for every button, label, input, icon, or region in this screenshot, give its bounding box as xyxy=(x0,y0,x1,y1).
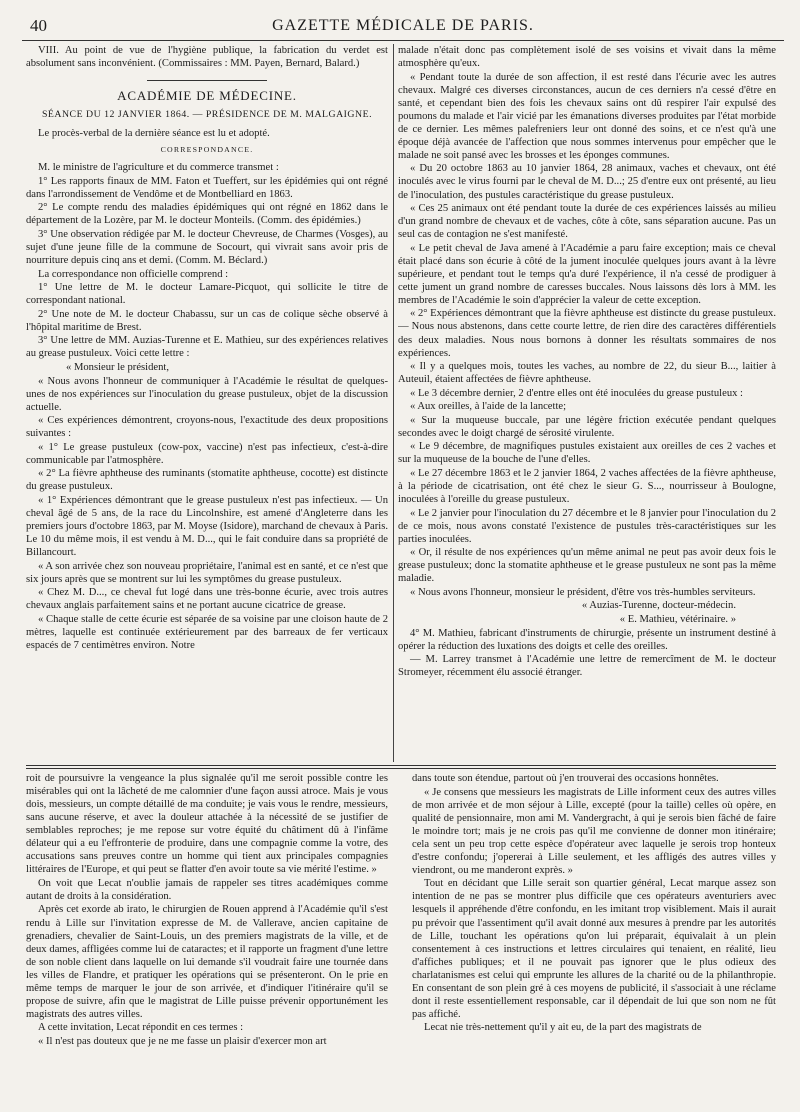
paragraph: « Ces expériences démontrent, croyons-nous, l'exactitude des deux propositions suivantes : xyxy=(26,415,388,440)
paragraph: « Le petit cheval de Java amené à l'Académie a paru faire exception; mais ce cheval était placé dans son écurie à côté de la jument inoculée quelques jours avant à la lèvre supérieure, et pendant tout le temps qu'a duré l'expérience, il n'a cessé de prodiguer à cette jument un grand nombre de caresses buccales. Nous laissons dès lors à MM. les membres de l'Académie le soin d'apprécier la valeur de cette exception. xyxy=(398,242,776,306)
paragraph: 3° Une observation rédigée par M. le docteur Chevreuse, de Charmes (Vosges), au sujet d'une jeune fille de la commune de Socourt, qui vivrait sans avoir pris de nourriture depuis cinq ans et demi. (Comm. M. Béclard.) xyxy=(26,229,388,267)
paragraph: « A son arrivée chez son nouveau propriétaire, l'animal est en santé, et ce n'est que six jours après que se montrent sur lui les symptômes du grease pustuleux. xyxy=(26,560,388,585)
paragraph: 1° Les rapports finaux de MM. Faton et Tueffert, sur les épidémies qui ont régné dans l'arrondissement de Vendôme et de Montbelliard en 1863. xyxy=(26,175,388,200)
paragraph: La correspondance non officielle comprend : xyxy=(38,268,229,280)
paragraph: « Je consens que messieurs les magistrats de Lille informent ceux des autres villes de mon arrivée et de mon séjour à Lille, excepté (pour la taille) celles où opère, en qualité de pensionnaire, mon ami M. Vandergracht, à qui je serois bien fâché de faire le moindre tort; mais je ne crois pas qu'il me convienne de donner mon itinéraire; cela sent un peu trop cette espèce d'opérateur avec laquelle je serois trop honteux d'estre confondu; j'opererai à Lille seulement, et les affligés des autres villes y viendront, ou me manderont exprès. » xyxy=(412,786,776,876)
paragraph: « Or, il résulte de nos expériences qu'un même animal ne peut pas avoir deux fois le grease pustuleux; donc la stomatite aphtheuse et le grease pustuleux ne sont pas la même maladie. xyxy=(398,547,776,585)
feuilleton-rule xyxy=(26,768,776,769)
paragraph: roit de poursuivre la vengeance la plus signalée qu'il me seroit possible contre les misérables qui ont la lâcheté de me calomnier d'une façon aussi atroce. Mais je vous dois, messieurs, un compte détaillé de ma conduite; je vais vous le rendre, messieurs, sans aucune réserve, et avec la douleur attachée à la nécessité de se justifier de semblables reproches; je me repose sur votre équité du châtiment dû à l'infâme délateur qui a eu l'effronterie de produire, dans une compagnie comme la votre, des accusations sans preuves contre un homme qui tient aux principales compagnies littéraires de l'Europe, et qui peut se flatter d'en avoir toute sa vie mérité l'estime. » xyxy=(26,773,388,876)
paragraph: On voit que Lecat n'oublie jamais de rappeler ses titres académiques comme autant de droits à la considération. xyxy=(26,877,388,902)
paragraph: « Pendant toute la durée de son affection, il est resté dans l'écurie avec les autres chevaux. Malgré ces diverses circonstances, aucun de ces derniers n'a cessé d'être en santé, et cependant bien des fois les chevaux sains ont dû respirer l'air expulsé des poumons du malade et l'air vicié par les émanations diverses produites par l'état morbide de ce dernier. Les mêmes palefreniers leur ont donné des soins, et ce n'est qu'à une époque déjà avancée de l'affection que nous sommes intervenus pour empêcher que le malade ne soit pansé avec les brosses et les éponges communes. xyxy=(398,71,776,161)
paragraph: M. le ministre de l'agriculture et du commerce transmet : xyxy=(38,162,279,174)
right-column xyxy=(398,44,776,762)
paragraph: 4° M. Mathieu, fabricant d'instruments de chirurgie, présente un instrument destiné à opérer la réduction des luxations des doigts et celle des oreilles. xyxy=(398,627,776,652)
paragraph: Après cet exorde ab irato, le chirurgien de Rouen apprend à l'Académie qu'il s'est rendu à Lille sur l'invitation expresse de M. de Vallerave, ancien capitaine de grenadiers, chevalier de Saint-Louis, un des premiers magistrats de la ville, et de deux dames, affligées comme lui de cataractes; et il rapporte un fragment d'une lettre de son noble client dans laquelle on lui demande s'il voudrait faire une tournée dans les villes de Flandre, et pratiquer les opérations qui se présenteront. On le prie en même temps de marquer le jour de son arrivée, et d'indiquer l'itinéraire qu'il se propose de suivre, afin que le magistrat de Lille puisse prévenir opportunément les magistrats des autres villes. xyxy=(26,904,388,1020)
paragraph: « 2° La fièvre aphtheuse des ruminants (stomatite aphtheuse, cocotte) est distincte du grease pustuleux. xyxy=(26,468,388,493)
paragraph: malade n'était donc pas complètement isolé de ses voisins et vivait dans la même atmosphère qu'eux. xyxy=(398,45,776,70)
paragraph: « Ces 25 animaux ont été pendant toute la durée de ces expériences laissés au milieu d'un grand nombre de chevaux et de vaches, côte à côte, sans séparation aucune. Pas un seul cas de contagion ne s'est manifesté. xyxy=(398,203,776,241)
paragraph: « Il y a quelques mois, toutes les vaches, au nombre de 22, du sieur B..., laitier à Auteuil, étaient affectées de fièvre aphtheuse. xyxy=(398,361,776,386)
paragraph: « Du 20 octobre 1863 au 10 janvier 1864, 28 animaux, vaches et chevaux, ont été inoculés avec le virus fourni par le cheval de M. D...; 25 d'entre eux ont présenté, au lieu de l'inoculation, des pustules caractéristique du grease pustuleux. xyxy=(398,163,776,201)
feuilleton-right-column xyxy=(412,772,776,1107)
feuilleton-rule xyxy=(26,765,776,766)
subsection-heading: CORRESPONDANCE. xyxy=(160,145,254,155)
paragraph: « Le 2 janvier pour l'inoculation du 27 décembre et le 8 janvier pour l'inoculation du 2 de ce mois, nous avons constaté l'existence de pustules très-caractéristiques sur les parties inoculées. xyxy=(398,507,776,545)
paragraph: « Sur la muqueuse buccale, par une légère friction exécutée pendant quelques secondes avec le doigt chargé de sérosité virulente. xyxy=(398,414,776,439)
section-divider xyxy=(147,80,267,81)
paragraph: A cette invitation, Lecat répondit en ces termes : xyxy=(38,1022,244,1034)
paragraph: « Le 27 décembre 1863 et le 2 janvier 1864, 2 vaches affectées de la fièvre aphtheuse, à la période de cicatrisation, ont été chez le sieur G. S..., nourrisseur à Boulogne, inoculées à l'oreille du grease pustuleux. xyxy=(398,468,776,506)
paragraph: « Le 9 décembre, de magnifiques pustules existaient aux oreilles de ces 2 vaches et sur la muqueuse de la bouche de l'une d'elles. xyxy=(398,441,776,466)
paragraph: « 2° Expériences démontrant que la fièvre aphtheuse est distincte du grease pustuleux. — Nous nous abstenons, dans cette courte lettre, de rien dire des caractères différentiels des deux maladies. Nous nous bornons à donner les résultats sommaires de nos expériences. xyxy=(398,308,776,359)
paragraph: 3° Une lettre de MM. Auzias-Turenne et E. Mathieu, sur des expériences relatives au grease pustuleux. Voici cette lettre : xyxy=(26,335,388,360)
section-title: ACADÉMIE DE MÉDECINE. xyxy=(117,88,297,104)
paragraph: « Le 3 décembre dernier, 2 d'entre elles ont été inoculées du grease pustuleux : xyxy=(410,387,743,399)
paragraph: — M. Larrey transmet à l'Académie une lettre de remercîment de M. le docteur Stromeyer, récemment élu associé étranger. xyxy=(398,654,776,679)
paragraph: « Aux oreilles, à l'aide de la lancette; xyxy=(410,401,567,413)
paragraph: « Nous avons l'honneur, monsieur le président, d'être vos très-humbles serviteurs. xyxy=(410,586,756,598)
journal-title: GAZETTE MÉDICALE DE PARIS. xyxy=(272,17,534,34)
paragraph: « Il n'est pas douteux que je ne me fasse un plaisir d'exercer mon art xyxy=(38,1035,327,1047)
paragraph: Tout en décidant que Lille serait son quartier général, Lecat marque assez son intention de ne pas se montrer plus difficile que ces opérateurs aventuriers avec lesquels il appréhende d'être confondu, en les imitant trop visiblement. Mais il aurait pu prévoir que l'assentiment qu'il avait donné aux mesures à prendre par les autorités de Lille, touchant les opérations qu'on lui préparait, équivalait à un plein consentement à ces instructions et lettres circulaires qui tenaient, en réalité, lieu d'affiches publiques; et il ne pouvait pas ignorer que le plus odieux des charlatanismes est celui qui emprunte les allures de la charité ou de la philanthropie. En consentant de son plein gré à ces moyens de publicité, il s'associait à une réclame dont il reste essentiellement responsable, car il dépendait de lui que son nom ne fût pas affiché. xyxy=(412,878,776,1020)
header-rule xyxy=(22,40,784,41)
letter-salutation: « Monsieur le président, xyxy=(66,361,169,373)
paragraph: Lecat nie très-nettement qu'il y ait eu, de la part des magistrats de xyxy=(424,1022,702,1034)
paragraph: VIII. Au point de vue de l'hygiène publique, la fabrication du verdet est absolument sans inconvénient. (Commissaires : MM. Payen, Bernard, Balard.) xyxy=(26,45,388,70)
paragraph: 1° Une lettre de M. le docteur Lamare-Picquot, qui sollicite le titre de correspondant national. xyxy=(26,282,388,307)
paragraph: 2° Une note de M. le docteur Chabassu, sur un cas de colique sèche observé à l'hôpital maritime de Brest. xyxy=(26,308,388,333)
page-number: 40 xyxy=(30,16,47,35)
left-column xyxy=(26,44,388,762)
paragraph: « Chaque stalle de cette écurie est séparée de sa voisine par une cloison haute de 2 mètres, laquelle est continuée extérieurement par des barreaux de fer verticaux espacés de 7 centimètres environ. Notre xyxy=(26,613,388,651)
paragraph: 2° Le compte rendu des maladies épidémiques qui ont régné en 1862 dans le département de la Lozère, par M. le docteur Monteils. (Comm. des épidémies.) xyxy=(26,202,388,227)
paragraph: « Chez M. D..., ce cheval fut logé dans une très-bonne écurie, avec trois autres chevaux anglais parfaitement sains et ne portant aucune cicatrice de grease. xyxy=(26,587,388,612)
feuilleton-left-column xyxy=(26,772,388,1107)
paragraph: « 1° Expériences démontrant que le grease pustuleux n'est pas infectieux. — Un cheval âgé de 5 ans, de la race du Lincolnshire, est amené d'Angleterre dans les premiers jours d'octobre 1863, par M. Moyse (Isidore), marchand de chevaux à Paris. Le 10 du même mois, il est vendu à M. D..., qui le fait conduire dans sa propriété de Billancourt. xyxy=(26,494,388,559)
paragraph: Le procès-verbal de la dernière séance est lu et adopté. xyxy=(38,128,270,140)
paragraph: dans toute son étendue, partout où j'en trouverai des occasions honnêtes. xyxy=(412,773,719,784)
signature-line: « E. Mathieu, vétérinaire. » xyxy=(619,614,736,626)
session-heading: SÉANCE DU 12 JANVIER 1864. — PRÉSIDENCE DE M. MALGAIGNE. xyxy=(41,109,373,121)
page-header xyxy=(22,16,784,42)
paragraph: « 1° Le grease pustuleux (cow-pox, vaccine) n'est pas infectieux, c'est-à-dire communicable par l'atmosphère. xyxy=(26,441,388,466)
column-divider xyxy=(393,44,394,762)
paragraph: « Nous avons l'honneur de communiquer à l'Académie le résultat de quelques-unes de nos expériences sur l'inoculation du grease pustuleux, objet de la discussion actuelle. xyxy=(26,375,388,413)
signature-line: « Auzias-Turenne, docteur-médecin. xyxy=(581,600,736,612)
